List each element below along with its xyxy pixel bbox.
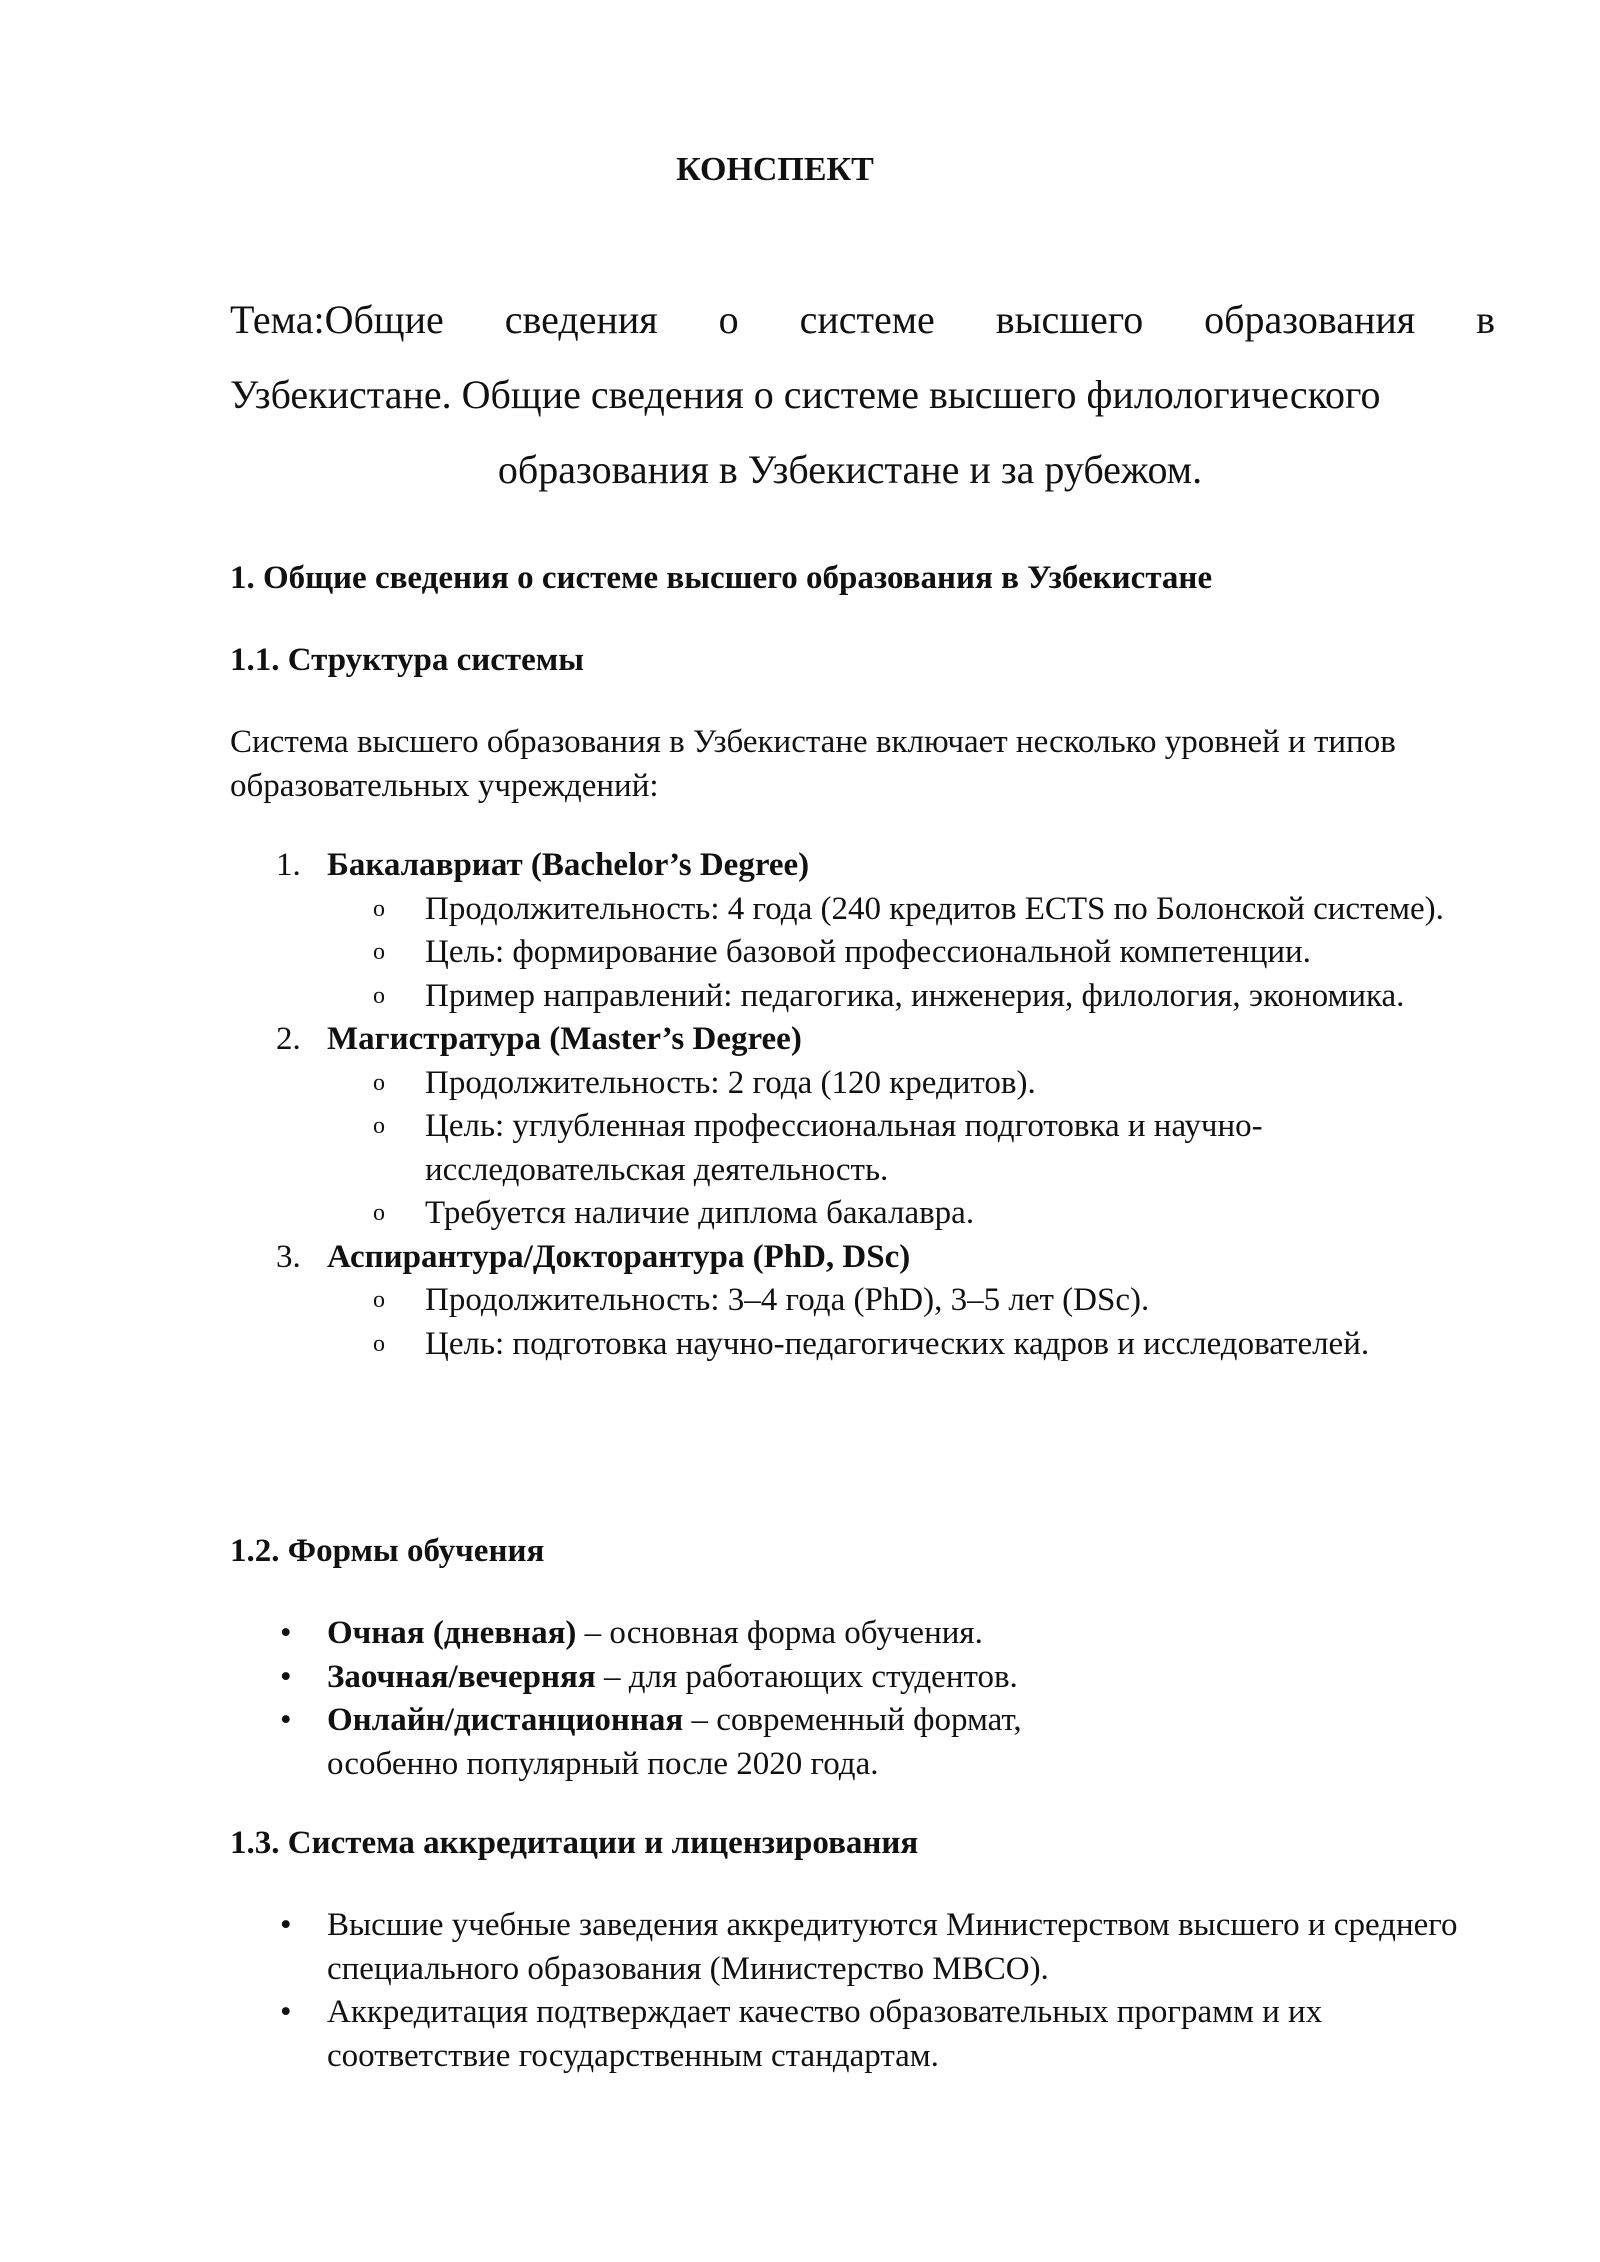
level-point-text: Цель: углубленная профессиональная подготовка и научно-исследовательская деятельность. (425, 1108, 1263, 1188)
circle-bullet-icon: o (373, 1330, 385, 1357)
level-number: 2. (276, 1021, 301, 1057)
accreditation-item (230, 1904, 1495, 1991)
bullet-icon: • (280, 1658, 292, 1695)
accreditation-list (230, 1904, 1495, 2078)
level-point-text: Продолжительность: 2 года (120 кредитов). (425, 1064, 1036, 1101)
study-form-description: – современный формат, особенно популярный после 2020 года. (327, 1702, 1022, 1782)
topic-line-1: Тема:Общие сведения о системе высшего образования в (230, 297, 1495, 342)
accreditation-item (230, 1991, 1495, 2078)
bullet-icon: • (280, 1702, 292, 1738)
level-point-text: Цель: подготовка научно-педагогических кадров и исследователей. (425, 1325, 1370, 1362)
study-form-item (230, 1612, 1495, 1656)
section-1-2-heading: 1.2. Формы обучения (230, 1533, 545, 1569)
bullet-icon: • (280, 1907, 292, 1943)
section-1-3-heading: 1.3. Система аккредитации и лицензирования (230, 1825, 919, 1861)
topic-line-3: образования в Узбекистане и за рубежом. (497, 447, 1203, 492)
study-form-description: – для работающих студентов. (595, 1658, 1018, 1695)
bullet-icon: • (280, 1994, 292, 2030)
level-point-text: Продолжительность: 3–4 года (PhD), 3–5 лет (DSc). (425, 1282, 1150, 1318)
circle-bullet-icon: o (373, 1200, 385, 1226)
study-form-item (230, 1656, 1495, 1700)
level-point-text: Требуется наличие диплома бакалавра. (425, 1195, 975, 1231)
section-1-heading: 1. Общие сведения о системе высшего образования в Узбекистане (230, 560, 1213, 596)
topic-line-2: Узбекистане. Общие сведения о системе высшего филологического (230, 372, 1381, 417)
circle-bullet-icon: o (373, 895, 385, 922)
level-item-bachelor (230, 844, 1495, 888)
level-title: Аспирантура/Докторантура (PhD, DSc) (327, 1238, 911, 1275)
level-item-doctorate (230, 1236, 1495, 1280)
bullet-icon: • (280, 1615, 292, 1651)
levels-list (230, 844, 1495, 1366)
circle-bullet-icon: o (373, 1287, 385, 1313)
level-point (230, 1105, 1495, 1192)
circle-bullet-icon: o (373, 982, 385, 1009)
level-point-text: Продолжительность: 4 года (240 кредитов ECTS по Болонской системе). (425, 890, 1444, 927)
level-item-master (230, 1018, 1495, 1062)
level-point (230, 1279, 1495, 1323)
accreditation-text: Аккредитация подтверждает качество образовательных программ и их соответствие государственным стандартам. (327, 1994, 1323, 2074)
level-point (230, 931, 1495, 975)
level-point (230, 1062, 1495, 1106)
study-form-item (230, 1699, 1495, 1786)
topic-paragraph (230, 282, 1495, 507)
document-title: КОНСПЕКТ (676, 151, 874, 188)
circle-bullet-icon: o (373, 939, 385, 965)
level-point (230, 1323, 1495, 1367)
level-point-text: Цель: формирование базовой профессиональной компетенции. (425, 934, 1311, 970)
level-number: 3. (276, 1238, 301, 1275)
level-point (230, 1192, 1495, 1236)
section-1-1-heading: 1.1. Структура системы (230, 642, 584, 678)
level-point (230, 888, 1495, 932)
accreditation-text: Высшие учебные заведения аккредитуются Министерством высшего и среднего специального образования (Министерство МВСО). (327, 1907, 1458, 1987)
level-point-text: Пример направлений: педагогика, инженерия, филология, экономика. (425, 977, 1405, 1014)
study-form-name: Заочная/вечерняя (327, 1658, 596, 1695)
level-number: 1. (276, 847, 301, 883)
level-point (230, 975, 1495, 1019)
circle-bullet-icon: o (373, 1069, 385, 1096)
circle-bullet-icon: o (373, 1113, 385, 1139)
study-form-description: – основная форма обучения. (576, 1615, 983, 1651)
level-title: Бакалавриат (Bachelor’s Degree) (327, 847, 810, 883)
study-form-name: Очная (дневная) (327, 1615, 577, 1651)
study-form-name: Онлайн/дистанционная (327, 1702, 684, 1738)
level-title: Магистратура (Master’s Degree) (327, 1021, 802, 1057)
study-forms-list (230, 1612, 1495, 1786)
section-1-1-intro: Система высшего образования в Узбекистане включает несколько уровней и типов образовательных учреждений: (230, 724, 1396, 804)
